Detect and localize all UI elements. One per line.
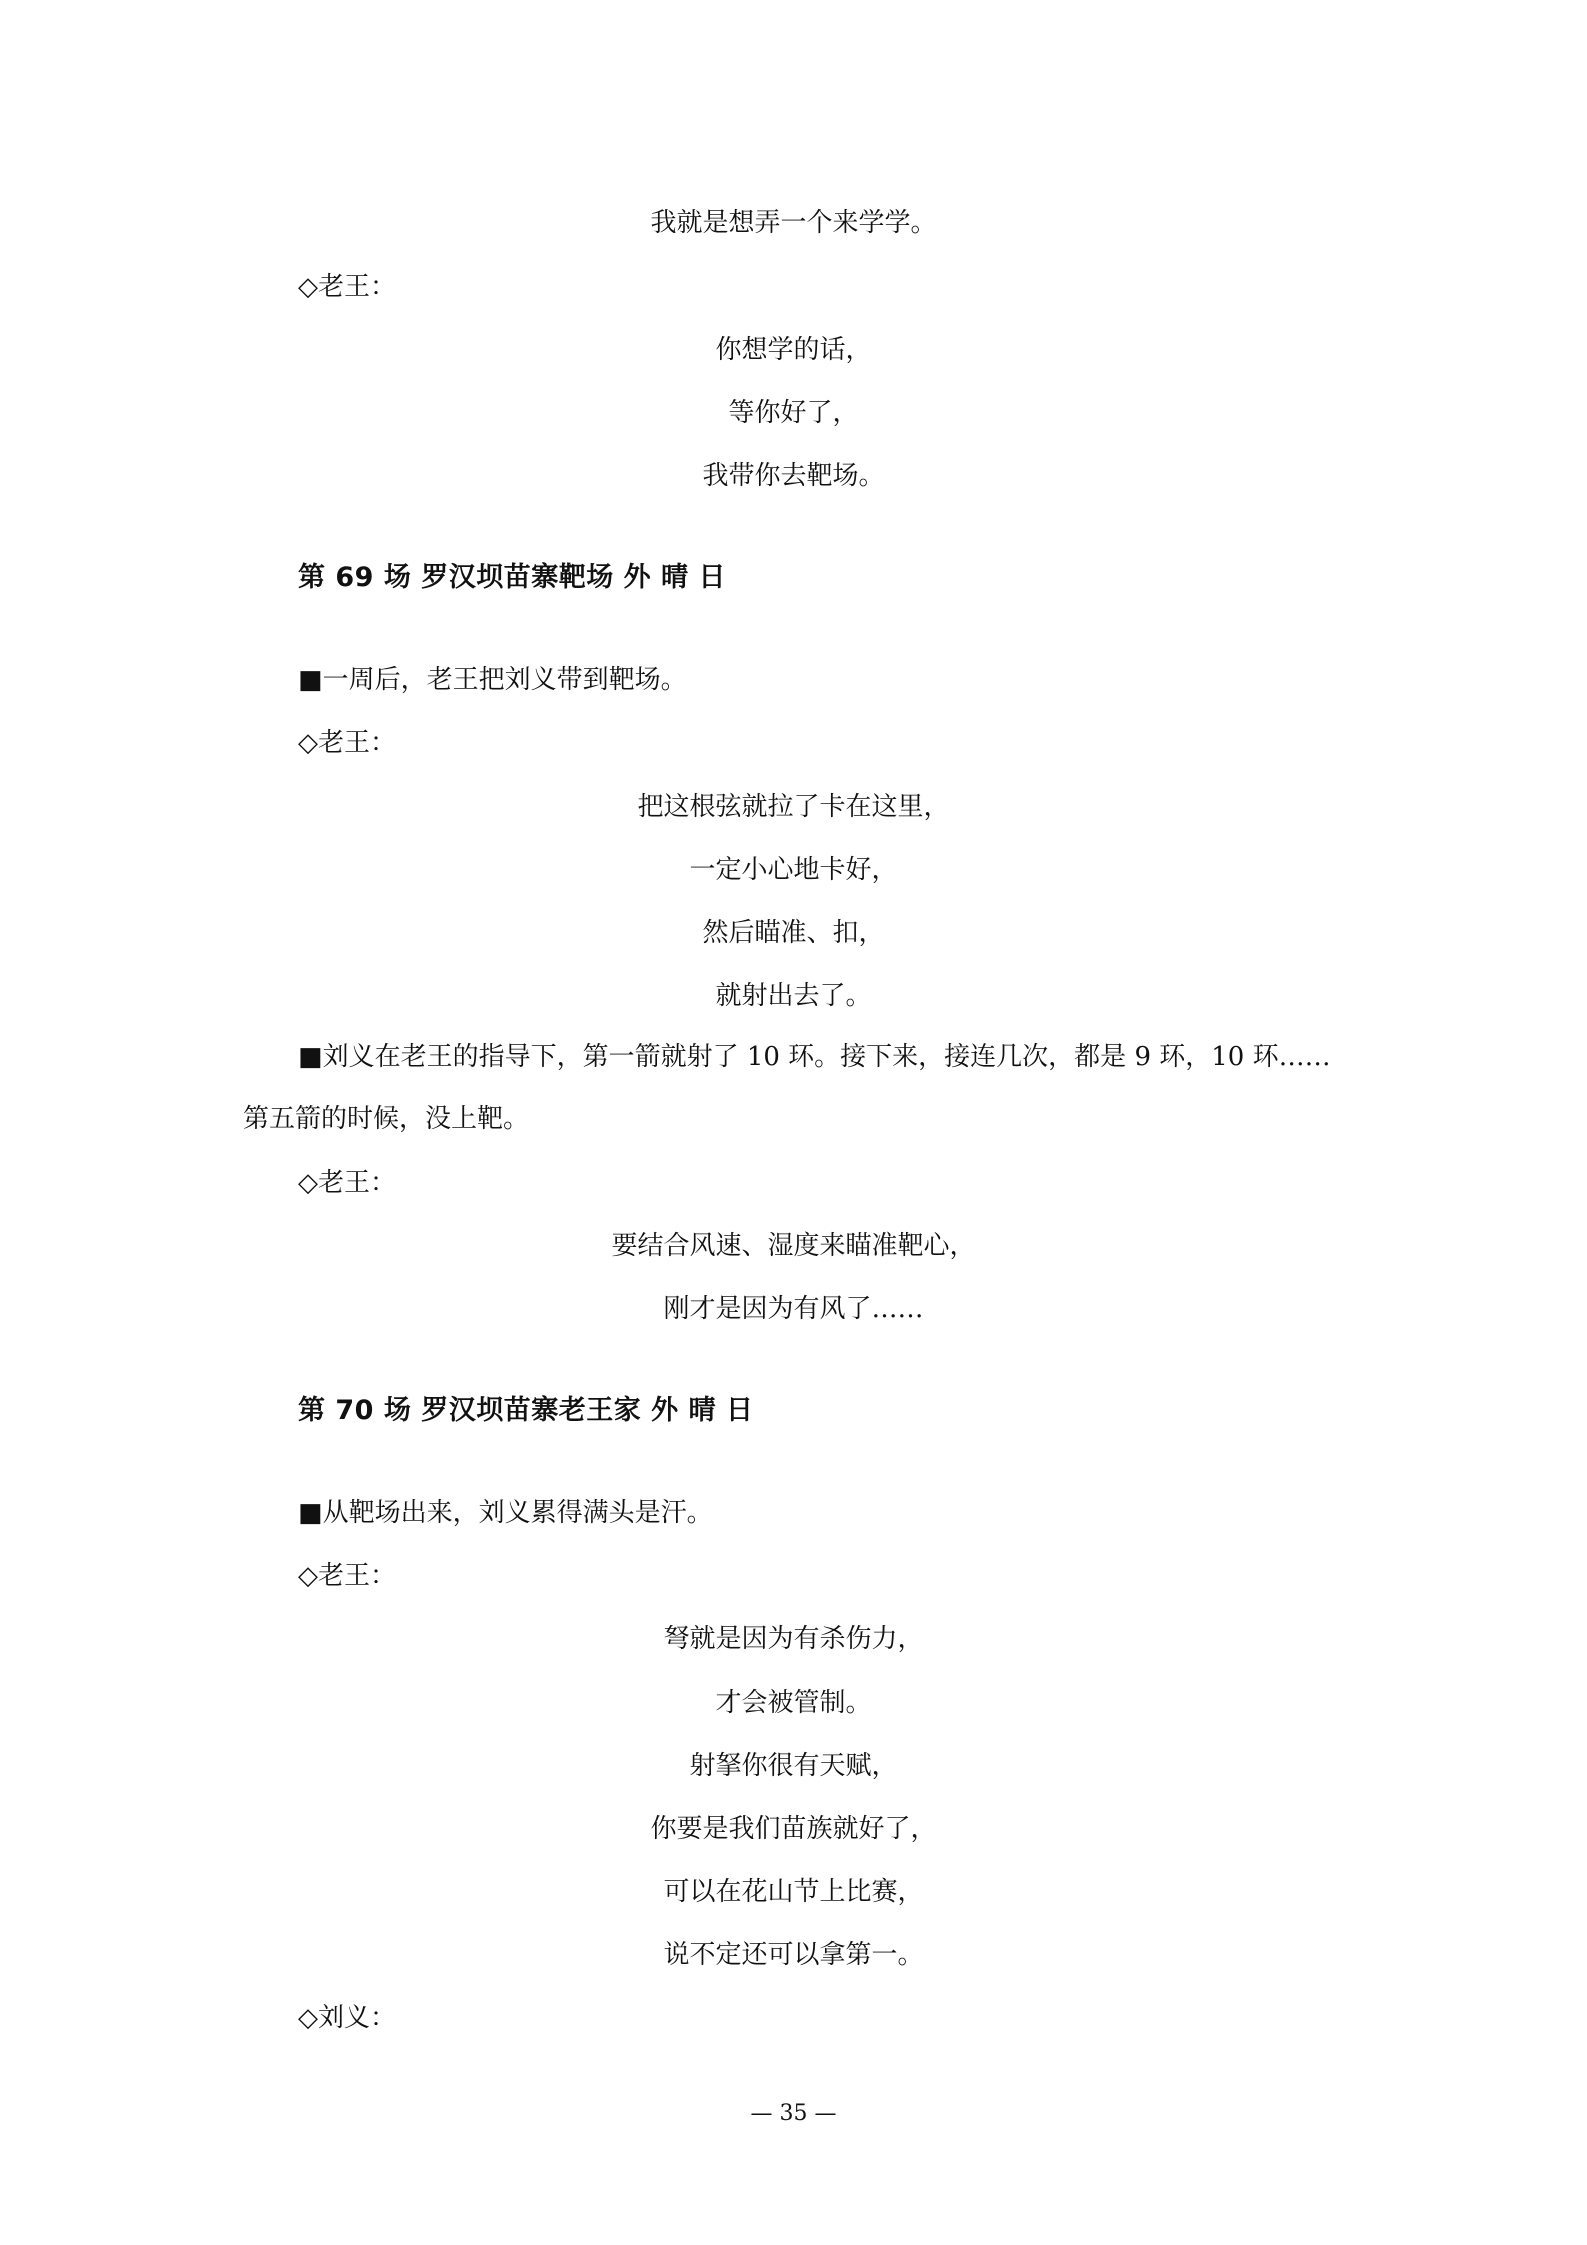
speaker-label: ◇老王： xyxy=(298,272,396,302)
dialog-line: 一定小心地卡好， xyxy=(689,855,898,885)
dialog-line: 我带你去靶场。 xyxy=(702,461,885,491)
dialog-line: 把这根弦就拉了卡在这里， xyxy=(637,792,950,822)
dialog-line: 等你好了， xyxy=(728,398,859,428)
dialog-line: 你要是我们苗族就好了， xyxy=(650,1814,937,1844)
speaker-label: ◇刘义： xyxy=(298,2003,396,2033)
dialog-line: 要结合风速、湿度来瞄准靶心， xyxy=(611,1231,976,1261)
speaker-label: ◇老王： xyxy=(298,1561,396,1591)
dialog-line: 说不定还可以拿第一。 xyxy=(663,1940,924,1970)
dialog-line: 我就是想弄一个来学学。 xyxy=(650,208,937,238)
dialog-line: 你想学的话， xyxy=(715,335,872,365)
scene-heading: 第 70 场 罗汉坝苗寨老王家 外 晴 日 xyxy=(298,1395,754,1426)
scene-heading: 第 69 场 罗汉坝苗寨靶场 外 晴 日 xyxy=(298,562,726,593)
dialog-line: 弩就是因为有杀伤力， xyxy=(663,1624,924,1654)
dialog-line: 才会被管制。 xyxy=(715,1688,872,1718)
speaker-label: ◇老王： xyxy=(298,1168,396,1198)
action-line: ■刘义在老王的指导下，第一箭就射了 10 环。接下来，接连几次，都是 9 环，10 环…… xyxy=(298,1042,1331,1072)
dialog-line: 然后瞄准、扣， xyxy=(702,918,885,948)
dialog-line: 刚才是因为有风了…… xyxy=(663,1294,924,1324)
action-line: 第五箭的时候，没上靶。 xyxy=(243,1104,530,1134)
action-line: ■从靶场出来，刘义累得满头是汗。 xyxy=(298,1498,713,1528)
page-number: — 35 — xyxy=(750,2101,837,2126)
dialog-line: 射拏你很有天赋， xyxy=(689,1751,898,1781)
dialog-line: 可以在花山节上比赛， xyxy=(663,1877,924,1907)
dialog-line: 就射出去了。 xyxy=(715,981,872,1011)
action-line: ■一周后，老王把刘义带到靶场。 xyxy=(298,665,687,695)
speaker-label: ◇老王： xyxy=(298,728,396,758)
